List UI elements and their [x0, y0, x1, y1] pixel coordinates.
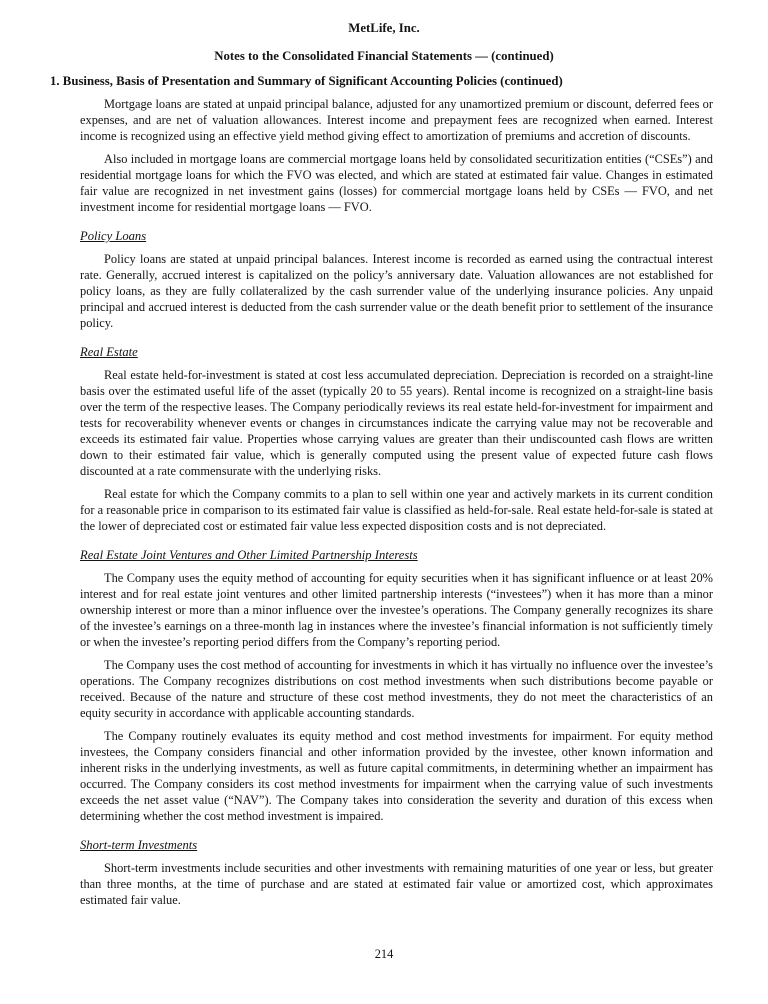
paragraph-real-estate-2: Real estate for which the Company commits to a plan to sell within one year and actively markets in its current condition for a reasonable price in comparison to its estimated fair value is classified as held-for-sale. Real estate held-for-sale is stated at the lower of depreciated cost or estimated fair value less expected disposition costs and is not depreciated.: [80, 487, 713, 533]
paragraph-mortgage-loans-2: Also included in mortgage loans are commercial mortgage loans held by consolidated securitization entities (“CSEs”) and residential mortgage loans for which the FVO was elected, and which are stated at estimated fair value. Changes in estimated fair value are recognized in net investment gains (losses) for commercial mortgage loans held by CSEs — FVO, and net investment income for residential mortgage loans — FVO.: [80, 152, 713, 214]
subsection-heading-real-estate: Real Estate: [80, 345, 138, 359]
section-heading: 1. Business, Basis of Presentation and Summary of Significant Accounting Policies (continued): [50, 74, 563, 88]
document-subtitle: Notes to the Consolidated Financial Statements — (continued): [214, 49, 554, 63]
paragraph-real-estate-1: Real estate held-for-investment is stated at cost less accumulated depreciation. Depreciation is recorded on a straight-line basis over the estimated useful life of the asset (typically 20 to 55 years). Rental income is recognized on a straight-line basis over the term of the respective leases. The Company periodically reviews its real estate held-for-investment for impairment and tests for recoverability whenever events or changes in circumstances indicate the carrying value may not be recoverable and exceeds its estimated fair value. Properties whose carrying values are greater than their undiscounted cash flows are written down to their estimated fair value, which is generally computed using the present value of expected future cash flows discounted at a rate commensurate with the underlying risks.: [80, 368, 713, 478]
subsection-heading-policy-loans: Policy Loans: [80, 229, 147, 243]
company-title: MetLife, Inc.: [348, 21, 420, 35]
subsection-heading-real-estate-joint-ventures: Real Estate Joint Ventures and Other Limited Partnership Interests: [80, 548, 418, 562]
paragraph-joint-ventures-3: The Company routinely evaluates its equity method and cost method investments for impairment. For equity method investees, the Company considers financial and other information provided by the investee, other known information and inherent risks in the underlying investments, as well as future capital commitments, in determining whether an impairment has occurred. The Company considers its cost method investments for impairment when the carrying value of such investments exceeds the net asset value (“NAV”). The Company takes into consideration the severity and duration of this excess when determining whether the cost method investment is impaired.: [80, 729, 713, 823]
subsection-heading-short-term-investments: Short-term Investments: [80, 838, 198, 852]
page-number: 214: [374, 947, 394, 961]
paragraph-policy-loans: Policy loans are stated at unpaid principal balances. Interest income is recorded as earned using the contractual interest rate. Generally, accrued interest is capitalized on the policy’s anniversary date. Valuation allowances are not established for policy loans, as they are fully collateralized by the cash surrender value of the underlying insurance policies. Any unpaid principal and accrued interest is deducted from the cash surrender value or the death benefit prior to settlement of the insurance policy.: [80, 252, 713, 330]
paragraph-joint-ventures-1: The Company uses the equity method of accounting for equity securities when it has significant influence or at least 20% interest and for real estate joint ventures and other limited partnership interests (“investees”) when it has more than a minor ownership interest or more than a minor influence over the investee’s operations. The Company generally recognizes its share of the investee’s earnings on a three-month lag in instances where the investee’s financial information is not sufficiently timely or when the investee’s reporting period differs from the Company’s reporting period.: [80, 571, 713, 649]
document-body: [80, 96, 713, 908]
paragraph-mortgage-loans-1: Mortgage loans are stated at unpaid principal balance, adjusted for any unamortized premium or discount, deferred fees or expenses, and are net of valuation allowances. Interest income and prepayment fees are recognized when earned. Interest income is recognized using an effective yield method giving effect to amortization of premiums and accretion of discounts.: [80, 97, 713, 143]
paragraph-short-term-investments: Short-term investments include securities and other investments with remaining maturities of one year or less, but greater than three months, at the time of purchase and are stated at estimated fair value or amortized cost, which approximates estimated fair value.: [80, 861, 713, 907]
paragraph-joint-ventures-2: The Company uses the cost method of accounting for investments in which it has virtually no influence over the investee’s operations. The Company recognizes distributions on cost method investments when such distributions become payable or received. Because of the nature and structure of these cost method investments, they do not meet the characteristics of an equity security in accordance with applicable accounting standards.: [80, 658, 713, 720]
